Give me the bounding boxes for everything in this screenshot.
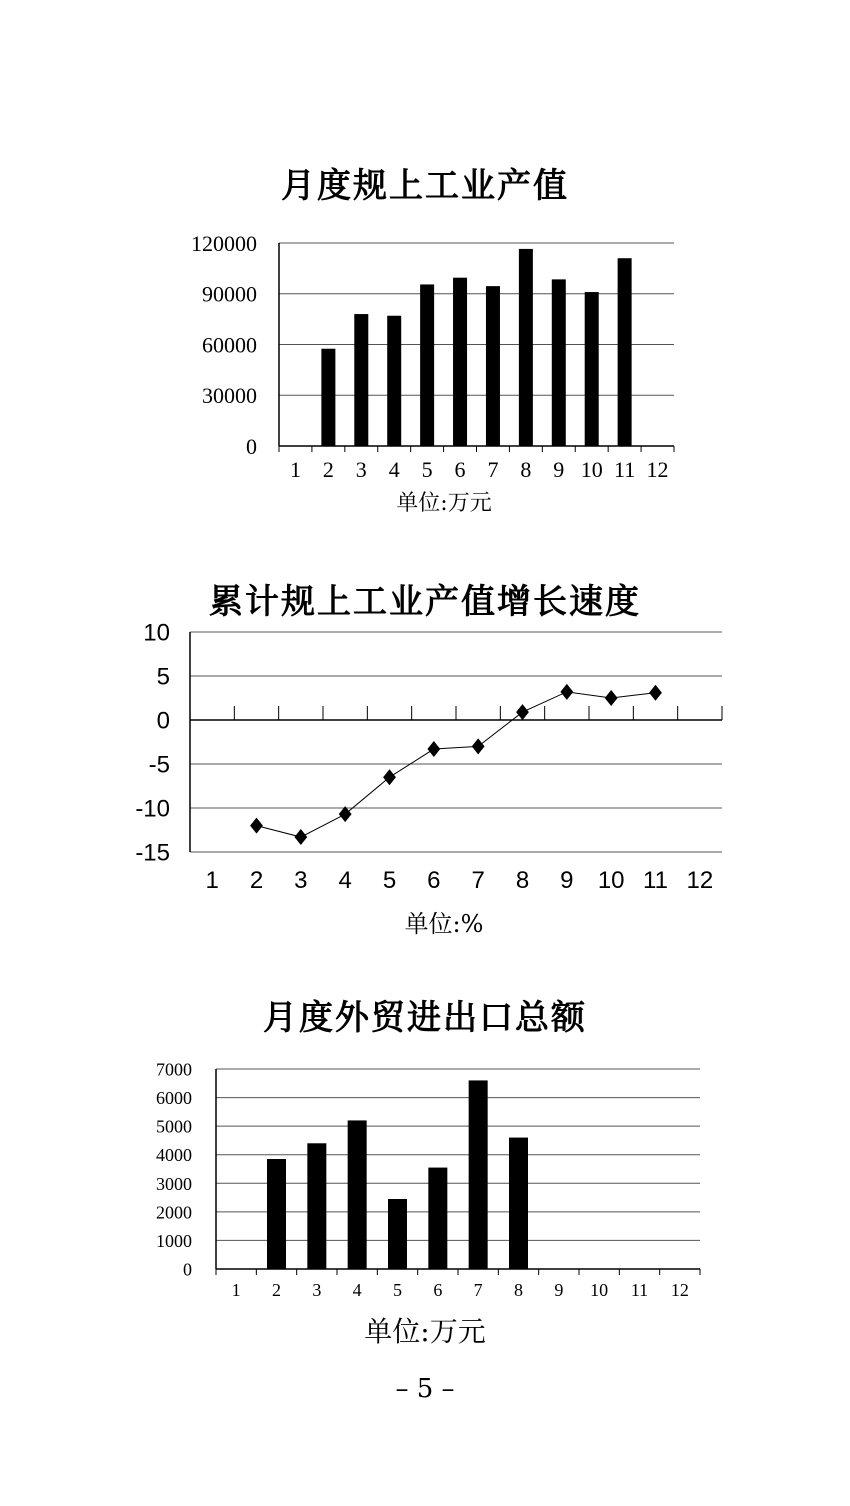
data-point <box>294 829 307 845</box>
y-tick-label: 2000 <box>156 1202 192 1223</box>
y-tick-label: -15 <box>135 839 170 867</box>
y-tick-label: 0 <box>183 1259 192 1280</box>
chart3-unit-label: 单位:万元 <box>364 1315 486 1348</box>
x-tick-label: 12 <box>646 457 669 482</box>
data-point <box>250 818 263 834</box>
x-tick-label: 7 <box>487 457 499 482</box>
bar <box>387 316 401 446</box>
bar <box>348 1120 367 1269</box>
bar <box>585 292 599 446</box>
y-tick-label: 60000 <box>202 332 257 358</box>
x-tick-label: 11 <box>614 457 636 482</box>
x-tick-label: 4 <box>338 867 352 894</box>
bar <box>267 1159 286 1269</box>
bar <box>618 258 632 446</box>
x-tick-label: 9 <box>554 1280 564 1300</box>
x-tick-label: 9 <box>553 457 565 482</box>
y-tick-label: 5 <box>156 663 170 691</box>
x-tick-label: 1 <box>231 1280 241 1300</box>
data-point <box>649 685 662 701</box>
x-tick-label: 11 <box>643 867 668 894</box>
x-tick-label: 4 <box>352 1280 362 1300</box>
y-tick-label: 4000 <box>156 1145 192 1166</box>
x-tick-label: 2 <box>322 457 334 482</box>
y-tick-label: -5 <box>148 751 170 779</box>
y-tick-label: 5000 <box>156 1116 192 1137</box>
data-point <box>605 690 618 706</box>
x-tick-label: 3 <box>312 1280 322 1300</box>
bar <box>486 286 500 446</box>
x-tick-label: 4 <box>388 457 400 482</box>
bar <box>321 349 335 446</box>
data-point <box>472 738 485 754</box>
x-tick-label: 6 <box>433 1280 443 1300</box>
bar <box>469 1080 488 1269</box>
data-point <box>383 769 396 785</box>
y-tick-label: 10 <box>143 619 170 647</box>
x-tick-label: 9 <box>560 867 574 894</box>
x-tick-label: 3 <box>355 457 367 482</box>
x-tick-label: 8 <box>520 457 532 482</box>
bar <box>307 1143 326 1269</box>
x-tick-label: 3 <box>294 867 308 894</box>
chart1-title: 月度规上工业产值 <box>281 166 569 206</box>
x-tick-label: 5 <box>382 867 397 894</box>
x-tick-label: 5 <box>393 1280 402 1300</box>
x-tick-label: 10 <box>590 1280 609 1300</box>
y-tick-label: 120000 <box>191 230 257 256</box>
y-tick-label: -10 <box>135 795 170 823</box>
chart1-unit-label: 单位:万元 <box>396 491 492 516</box>
y-tick-label: 1000 <box>156 1230 192 1251</box>
chart3-title: 月度外贸进出口总额 <box>263 998 587 1038</box>
y-tick-label: 3000 <box>156 1173 192 1194</box>
x-tick-label: 11 <box>630 1280 649 1300</box>
x-tick-label: 2 <box>272 1280 281 1300</box>
data-point <box>339 806 352 822</box>
x-tick-label: 7 <box>473 1280 483 1300</box>
x-tick-label: 5 <box>421 457 433 482</box>
bar <box>519 249 533 446</box>
y-tick-label: 7000 <box>156 1059 192 1080</box>
x-tick-label: 8 <box>514 1280 523 1300</box>
x-tick-label: 6 <box>427 867 441 894</box>
bar <box>509 1138 528 1269</box>
x-tick-label: 8 <box>515 867 530 894</box>
y-tick-label: 0 <box>156 707 170 735</box>
bar <box>388 1199 407 1269</box>
x-tick-label: 6 <box>454 457 466 482</box>
y-tick-label: 90000 <box>202 281 257 307</box>
data-point <box>516 704 529 720</box>
y-tick-label: 6000 <box>156 1088 192 1109</box>
x-tick-label: 1 <box>289 457 301 482</box>
data-point <box>560 684 573 700</box>
x-tick-label: 2 <box>249 867 264 894</box>
bar <box>354 314 368 446</box>
x-tick-label: 1 <box>205 867 219 894</box>
x-tick-label: 12 <box>686 867 714 894</box>
chart2-title: 累计规上工业产值增长速度 <box>209 582 641 622</box>
bar <box>552 279 566 446</box>
page-number: – 5 – <box>395 1374 455 1404</box>
y-tick-label: 0 <box>246 433 257 459</box>
bar <box>428 1168 447 1269</box>
y-tick-label: 30000 <box>202 383 257 409</box>
x-tick-label: 7 <box>471 867 485 894</box>
x-tick-label: 12 <box>670 1280 689 1300</box>
x-tick-label: 10 <box>580 457 603 482</box>
bar <box>453 278 467 446</box>
bar <box>420 284 434 446</box>
chart2-unit-label: 单位:% <box>404 910 484 938</box>
x-tick-label: 10 <box>597 867 625 894</box>
data-point <box>427 741 440 757</box>
